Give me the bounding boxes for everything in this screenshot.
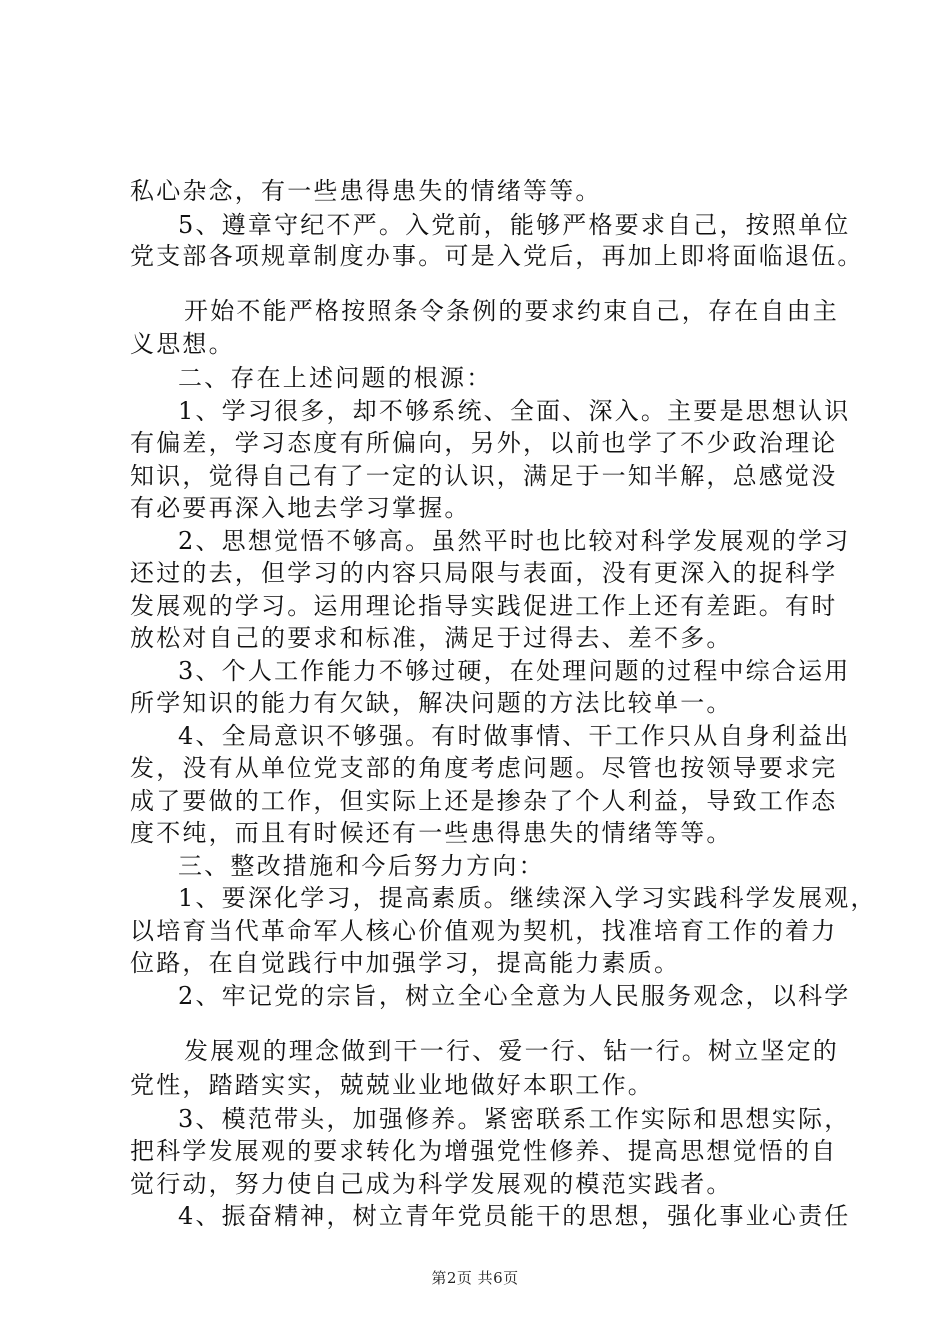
text-line: 还过的去，但学习的内容只局限与表面，没有更深入的捉科学 (130, 559, 838, 587)
text-line: 发展观的学习。运用理论指导实践促进工作上还有差距。有时 (130, 592, 838, 620)
text-line: 3、个人工作能力不够过硬，在处理问题的过程中综合运用 (178, 657, 851, 685)
text-line: 1、学习很多，却不够系统、全面、深入。主要是思想认识 (178, 397, 851, 425)
text-line: 位路，在自觉践行中加强学习，提高能力素质。 (130, 949, 681, 977)
text-line: 私心杂念，有一些患得患失的情绪等等。 (130, 177, 602, 205)
text-line: 觉行动，努力使自己成为科学发展观的模范实践者。 (130, 1170, 733, 1198)
text-line: 发展观的理念做到干一行、爱一行、钻一行。树立坚定的 (184, 1037, 839, 1065)
text-line: 成了要做的工作，但实际上还是掺杂了个人利益，导致工作态 (130, 787, 838, 815)
text-line: 党支部各项规章制度办事。可是入党后，再加上即将面临退伍。 (130, 242, 864, 270)
text-line: 党性，踏踏实实，兢兢业业地做好本职工作。 (130, 1071, 654, 1099)
text-line: 以培育当代革命军人核心价值观为契机，找准培育工作的着力 (130, 917, 838, 945)
text-line: 1、要深化学习，提高素质。继续深入学习实践科学发展观， (178, 884, 877, 912)
text-line: 把科学发展观的要求转化为增强党性修养、提高思想觉悟的自 (130, 1137, 838, 1165)
text-line: 有必要再深入地去学习掌握。 (130, 494, 471, 522)
text-line: 发，没有从单位党支部的角度考虑问题。尽管也按领导要求完 (130, 754, 838, 782)
text-line: 放松对自己的要求和标准，满足于过得去、差不多。 (130, 624, 733, 652)
section-heading: 三、整改措施和今后努力方向： (178, 852, 545, 880)
page-number: 第2页 共6页 (431, 1269, 519, 1287)
text-line: 3、模范带头，加强修养。紧密联系工作实际和思想实际， (178, 1105, 851, 1133)
text-line: 5、遵章守纪不严。入党前，能够严格要求自己，按照单位 (178, 211, 851, 239)
text-line: 所学知识的能力有欠缺，解决问题的方法比较单一。 (130, 689, 733, 717)
section-heading: 二、存在上述问题的根源： (178, 364, 493, 392)
text-line: 4、全局意识不够强。有时做事情、干工作只从自身利益出 (178, 722, 851, 750)
text-line: 知识，觉得自己有了一定的认识，满足于一知半解，总感觉没 (130, 462, 838, 490)
text-line: 义思想。 (130, 330, 235, 358)
text-line: 开始不能严格按照条令条例的要求约束自己，存在自由主 (184, 297, 839, 325)
text-line: 2、思想觉悟不够高。虽然平时也比较对科学发展观的学习 (178, 527, 851, 555)
text-line: 有偏差，学习态度有所偏向，另外，以前也学了不少政治理论 (130, 429, 838, 457)
text-line: 2、牢记党的宗旨，树立全心全意为人民服务观念，以科学 (178, 982, 851, 1010)
text-line: 4、振奋精神，树立青年党员能干的思想，强化事业心责任 (178, 1202, 851, 1230)
text-line: 度不纯，而且有时候还有一些患得患失的情绪等等。 (130, 819, 733, 847)
